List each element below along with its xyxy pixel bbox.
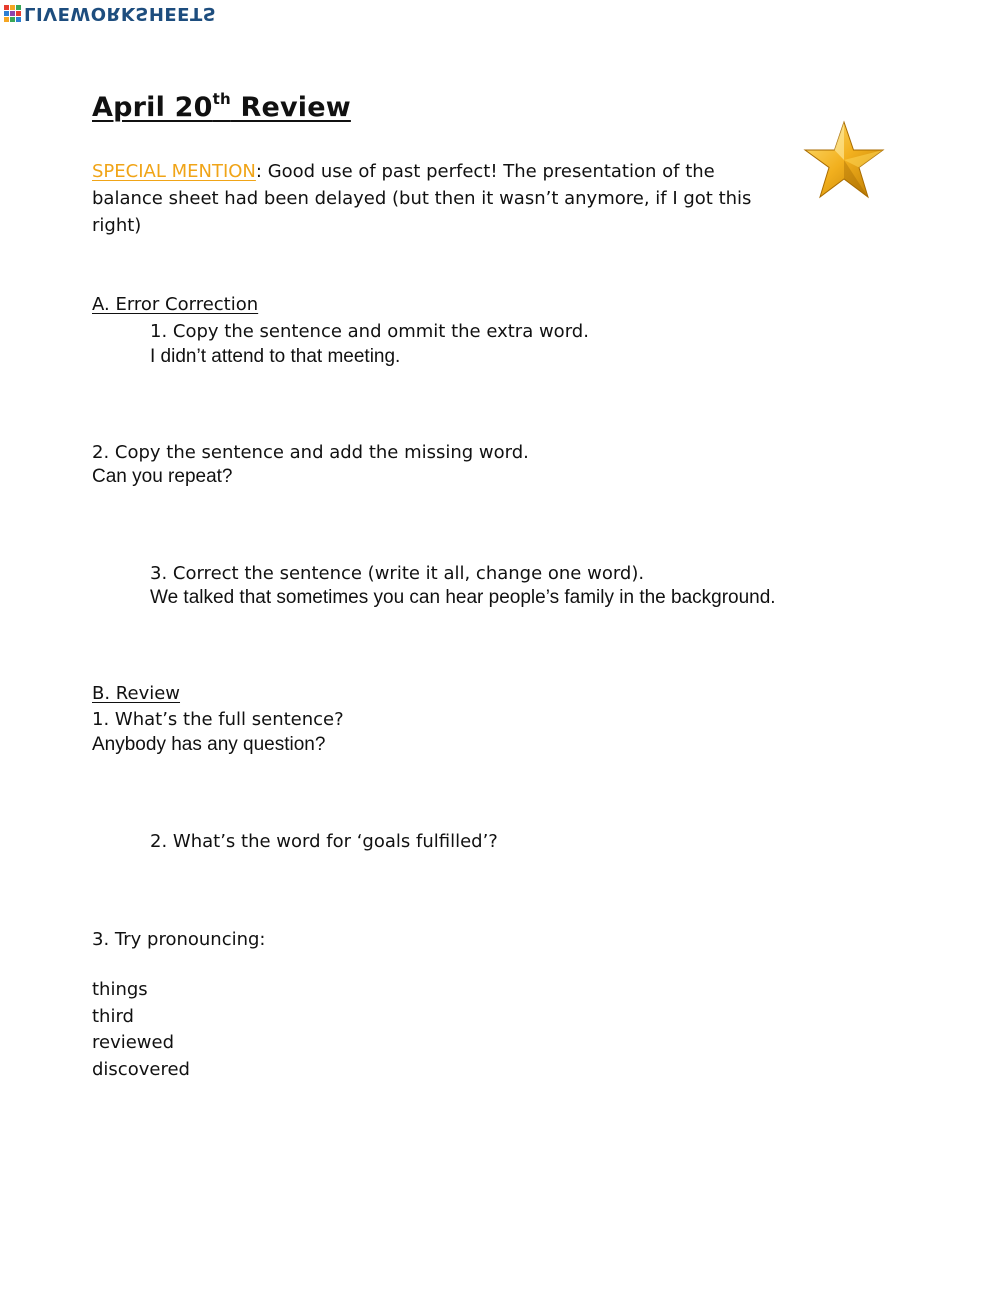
a3-sentence: We talked that sometimes you can hear people’s family in the background. xyxy=(150,587,776,608)
logo-block xyxy=(16,17,21,22)
pronunciation-word: reviewed xyxy=(92,1032,175,1054)
b1-sentence: Anybody has any question? xyxy=(92,734,326,755)
title-ordinal: th xyxy=(212,90,231,108)
title-suffix: Review xyxy=(230,92,351,123)
special-mention-text: : Good use of past perfect! The presentation of the balance sheet had been delayed (but then it wasn’t anymore, if I got this right) xyxy=(92,161,752,236)
logo-block xyxy=(16,5,21,10)
gold-star-icon xyxy=(802,120,886,202)
a1-instruction: 1. Copy the sentence and ommit the extra word. xyxy=(150,321,589,342)
pronunciation-word-list xyxy=(92,977,190,1084)
liveworksheets-logo xyxy=(4,2,216,24)
logo-block xyxy=(4,17,9,22)
logo-text: LIVEWORKSHEETS xyxy=(24,3,217,24)
pronunciation-word: discovered xyxy=(92,1059,190,1081)
a3-instruction: 3. Correct the sentence (write it all, change one word). xyxy=(150,563,645,584)
logo-block xyxy=(10,11,15,16)
special-mention xyxy=(92,158,782,239)
pronunciation-word: third xyxy=(92,1005,134,1027)
b2-instruction: 2. What’s the word for ‘goals fulfilled’? xyxy=(150,831,498,852)
logo-blocks-icon xyxy=(4,5,21,22)
special-mention-label: SPECIAL MENTION xyxy=(92,161,256,182)
section-b-heading: B. Review xyxy=(92,683,181,704)
logo-block xyxy=(4,11,9,16)
a2-sentence: Can you repeat? xyxy=(92,466,233,487)
a1-sentence: I didn’t attend to that meeting. xyxy=(150,346,401,367)
page-title xyxy=(92,92,351,123)
b3-instruction: 3. Try pronouncing: xyxy=(92,929,266,950)
logo-block xyxy=(16,11,21,16)
a2-instruction: 2. Copy the sentence and add the missing word. xyxy=(92,442,529,463)
section-a-heading: A. Error Correction xyxy=(92,294,259,315)
pronunciation-word: things xyxy=(92,979,148,1000)
b1-instruction: 1. What’s the full sentence? xyxy=(92,709,344,730)
logo-block xyxy=(4,5,9,10)
logo-block xyxy=(10,5,15,10)
logo-block xyxy=(10,17,15,22)
title-prefix: April 20 xyxy=(92,92,213,123)
